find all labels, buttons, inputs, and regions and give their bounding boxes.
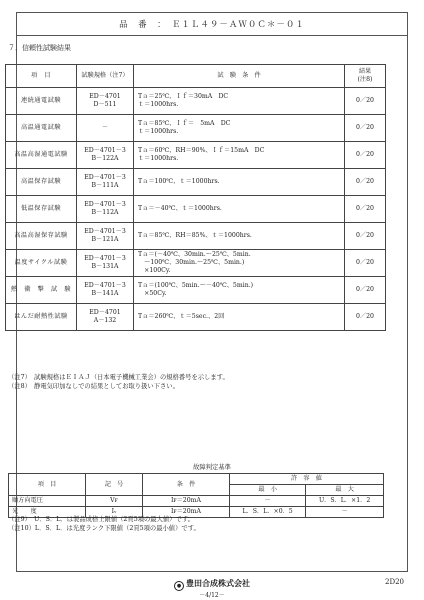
note-line: （注10）L．S．L．は光度ランク下限値（2頁5項の最小値）です。 [8, 524, 200, 532]
header-tolerance: 許 容 値 [230, 474, 384, 485]
note-line: （注9） U．S．L．は製品成格上限値（2頁5項の最大値）です。 [8, 516, 194, 523]
criteria-symbol-cell: Iᵥ [86, 507, 143, 518]
test-item-cell: はんだ耐熱性試験 [6, 304, 77, 331]
test-standard-cell: ED－4701－3 B－131A [77, 250, 134, 277]
test-item-cell: 高温保存試験 [6, 169, 77, 196]
test-condition-cell: Tａ＝－40℃、ｔ＝1000hrs. [134, 196, 345, 223]
table-row [6, 277, 386, 304]
test-item-cell: 連続通電試験 [6, 88, 77, 115]
test-result-cell: 0／20 [345, 115, 386, 142]
table-row [6, 169, 386, 196]
test-item-cell: 高温高湿保存試験 [6, 223, 77, 250]
test-result-cell: 0／20 [345, 250, 386, 277]
test-result-cell: 0／20 [345, 142, 386, 169]
test-standard-cell: － [77, 115, 134, 142]
test-standard-cell: ED－4701 A－132 [77, 304, 134, 331]
note-line: （注8） 静電気印加なしでの結果としてお取り扱い下さい。 [8, 382, 179, 390]
criteria-condition-cell: Iꜰ＝20mA [143, 507, 230, 518]
header-conditions: 試 験 条 件 [134, 65, 345, 88]
header-max: 最 大 [306, 485, 384, 496]
header-item: 項 目 [9, 474, 86, 496]
test-condition-cell: Tａ＝260℃、ｔ＝5sec.、2回 [134, 304, 345, 331]
test-standard-cell: ED－4701－3 B－111A [77, 169, 134, 196]
page-number: －4/12－ [199, 592, 225, 599]
test-result-cell: 0／20 [345, 277, 386, 304]
criteria-max-cell: U．S．L．×1．2 [306, 496, 384, 507]
note-line: （注7） 試験規格はＥＩＡＪ（日本電子機械工業会）の規格番号を示します。 [8, 374, 229, 381]
header-min: 最 小 [230, 485, 306, 496]
test-item-cell: 高温通電試験 [6, 115, 77, 142]
test-standard-cell: ED－4701－3 B－122A [77, 142, 134, 169]
criteria-item-cell: 光 度 [9, 507, 86, 518]
table-row [6, 88, 386, 115]
table-row [6, 304, 386, 331]
table-row [6, 115, 386, 142]
test-result-cell: 0／20 [345, 196, 386, 223]
criteria-symbol-cell: Vꜰ [86, 496, 143, 507]
test-standard-cell: ED－4701－3 B－121A [77, 223, 134, 250]
failure-criteria-caption: 故障判定基準 [193, 464, 231, 471]
test-standard-cell: ED－4701－3 B－112A [77, 196, 134, 223]
test-item-cell: 熱 衝 撃 試 験 [6, 277, 77, 304]
company-name: 豊田合成株式会社 [186, 579, 250, 588]
header-result: 結果 (注8) [345, 65, 386, 88]
test-condition-cell: Tａ＝85℃、Ｉｆ＝ 5mA DC ｔ＝1000hrs. [134, 115, 345, 142]
table-header-row [6, 65, 386, 88]
test-result-cell: 0／20 [345, 169, 386, 196]
test-condition-cell: Tａ＝60℃、RH＝90%、Ｉｆ＝15mA DC ｔ＝1000hrs. [134, 142, 345, 169]
table-row [6, 223, 386, 250]
test-standard-cell: ED－4701 D－511 [77, 88, 134, 115]
test-condition-cell: Tａ＝(－40℃、30min.～25℃、5min. ～100℃、30min.～25℃、5min.) ×100Cy. [134, 250, 345, 277]
table-row [6, 196, 386, 223]
failure-criteria-table [8, 473, 384, 518]
section-title: ７．信頼性試験結果 [8, 44, 71, 52]
test-result-cell: 0／20 [345, 223, 386, 250]
table-row [6, 250, 386, 277]
criteria-max-cell: － [306, 507, 384, 518]
header-condition: 条 件 [143, 474, 230, 496]
test-condition-cell: Tａ＝85℃、RH＝85%、ｔ＝1000hrs. [134, 223, 345, 250]
test-result-cell: 0／20 [345, 304, 386, 331]
test-standard-cell: ED－4701－3 B－141A [77, 277, 134, 304]
header-symbol: 記 号 [86, 474, 143, 496]
test-item-cell: 高温高湿通電試験 [6, 142, 77, 169]
document-code: 2D20 [385, 578, 404, 586]
criteria-min-cell: L．S．L．×0．5 [230, 507, 306, 518]
part-number-header: 品 番 ： Ｅ１Ｌ４９－ＡＷ０Ｃ＊－０１ [17, 13, 407, 36]
test-condition-cell: Tａ＝(100℃、5min.～－40℃、5min.) ×50Cy. [134, 277, 345, 304]
criteria-min-cell: － [230, 496, 306, 507]
criteria-condition-cell: Iꜰ＝20mA [143, 496, 230, 507]
test-condition-cell: Tａ＝25℃、Ｉｆ＝30mA DC ｔ＝1000hrs. [134, 88, 345, 115]
test-condition-cell: Tａ＝100℃、ｔ＝1000hrs. [134, 169, 345, 196]
test-item-cell: 低温保存試験 [6, 196, 77, 223]
header-standard: 試験規格（注7） [77, 65, 134, 88]
header-item: 項 目 [6, 65, 77, 88]
table-row [6, 142, 386, 169]
table-header-row [9, 474, 384, 485]
reliability-test-table [5, 64, 386, 331]
company-mark-icon: ● [174, 581, 184, 591]
criteria-item-cell: 順方向電圧 [9, 496, 86, 507]
table-row [9, 496, 384, 507]
test-result-cell: 0／20 [345, 88, 386, 115]
test-item-cell: 温度サイクル試験 [6, 250, 77, 277]
test-notes [8, 374, 229, 392]
criteria-notes [8, 516, 200, 534]
